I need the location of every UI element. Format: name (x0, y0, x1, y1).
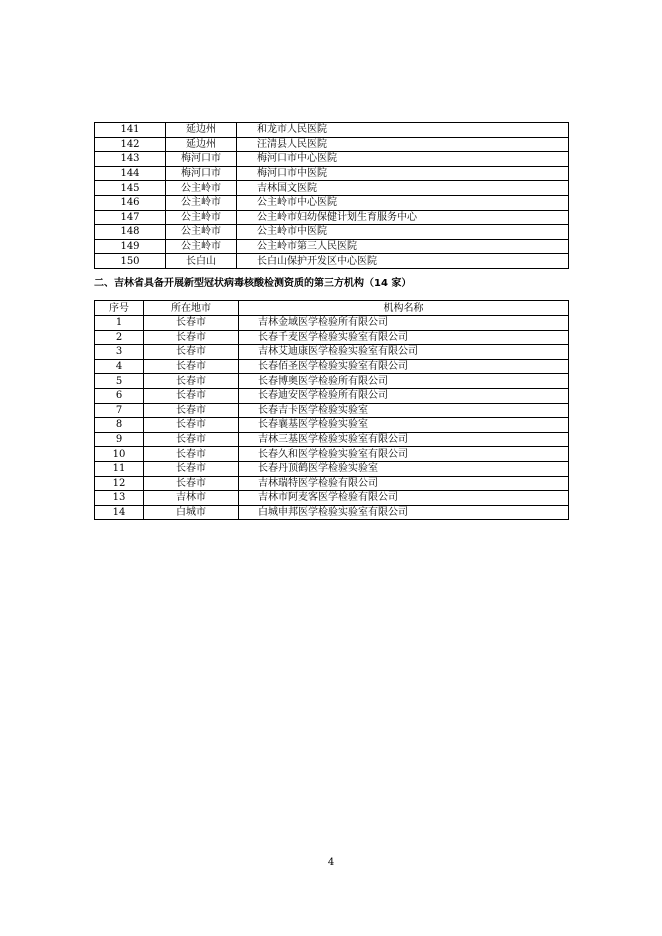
table-row (95, 505, 569, 520)
row-institution-name: 汪清县人民医院 (237, 137, 569, 152)
row-institution-name: 梅河口市中医院 (237, 166, 569, 181)
row-institution-name: 长春久和医学检验实验室有限公司 (239, 447, 569, 462)
table-row (95, 195, 569, 210)
row-number: 147 (95, 210, 166, 225)
table-row (95, 418, 569, 433)
table-row (95, 447, 569, 462)
row-institution-name: 白城申邦医学检验实验室有限公司 (239, 505, 569, 520)
row-city: 长春市 (144, 345, 239, 360)
table-row (95, 181, 569, 196)
row-institution-name: 梅河口市中心医院 (237, 152, 569, 167)
column-header-institution: 机构名称 (239, 301, 569, 316)
row-number: 150 (95, 254, 166, 269)
row-city: 长春市 (144, 432, 239, 447)
row-number: 5 (95, 374, 144, 389)
third-party-lab-table (94, 300, 569, 520)
table-row (95, 491, 569, 506)
row-institution-name: 吉林国文医院 (237, 181, 569, 196)
row-institution-name: 公主岭市妇幼保健计划生育服务中心 (237, 210, 569, 225)
row-city: 长白山 (166, 254, 237, 269)
row-institution-name: 长白山保护开发区中心医院 (237, 254, 569, 269)
row-number: 10 (95, 447, 144, 462)
row-number: 6 (95, 388, 144, 403)
row-city: 长春市 (144, 447, 239, 462)
row-institution-name: 公主岭市中心医院 (237, 195, 569, 210)
row-number: 141 (95, 123, 166, 138)
row-institution-name: 长春丹顶鹤医学检验实验室 (239, 461, 569, 476)
row-city: 长春市 (144, 403, 239, 418)
row-number: 3 (95, 345, 144, 360)
row-number: 13 (95, 491, 144, 506)
row-city: 延边州 (166, 123, 237, 138)
row-number: 148 (95, 225, 166, 240)
row-city: 长春市 (144, 388, 239, 403)
table-row (95, 137, 569, 152)
row-institution-name: 吉林金域医学检验所有限公司 (239, 316, 569, 331)
row-city: 长春市 (144, 359, 239, 374)
row-city: 梅河口市 (166, 152, 237, 167)
table-row (95, 345, 569, 360)
row-city: 公主岭市 (166, 195, 237, 210)
row-number: 145 (95, 181, 166, 196)
column-header-city: 所在地市 (144, 301, 239, 316)
hospital-table-continued (94, 122, 569, 269)
row-city: 长春市 (144, 461, 239, 476)
row-city: 长春市 (144, 418, 239, 433)
row-institution-name: 长春襄基医学检验实验室 (239, 418, 569, 433)
row-number: 7 (95, 403, 144, 418)
row-institution-name: 吉林艾迪康医学检验实验室有限公司 (239, 345, 569, 360)
page-number: 4 (327, 857, 335, 868)
row-number: 11 (95, 461, 144, 476)
row-number: 149 (95, 239, 166, 254)
row-city: 白城市 (144, 505, 239, 520)
table-header-row (95, 301, 569, 316)
row-number: 9 (95, 432, 144, 447)
table-row (95, 210, 569, 225)
row-city: 长春市 (144, 374, 239, 389)
row-city: 长春市 (144, 476, 239, 491)
row-city: 吉林市 (144, 491, 239, 506)
row-city: 梅河口市 (166, 166, 237, 181)
row-institution-name: 长春千麦医学检验实验室有限公司 (239, 330, 569, 345)
row-number: 2 (95, 330, 144, 345)
table-row (95, 123, 569, 138)
row-institution-name: 长春迪安医学检验所有限公司 (239, 388, 569, 403)
row-city: 公主岭市 (166, 239, 237, 254)
row-institution-name: 公主岭市中医院 (237, 225, 569, 240)
table-row (95, 330, 569, 345)
row-number: 1 (95, 316, 144, 331)
row-institution-name: 吉林市阿麦客医学检验有限公司 (239, 491, 569, 506)
row-city: 公主岭市 (166, 210, 237, 225)
table-row (95, 152, 569, 167)
row-city: 长春市 (144, 316, 239, 331)
row-city: 长春市 (144, 330, 239, 345)
table-row (95, 254, 569, 269)
row-number: 8 (95, 418, 144, 433)
row-city: 公主岭市 (166, 181, 237, 196)
row-institution-name: 公主岭市第三人民医院 (237, 239, 569, 254)
table-row (95, 403, 569, 418)
table-row (95, 239, 569, 254)
column-header-number: 序号 (95, 301, 144, 316)
table-row (95, 359, 569, 374)
row-number: 143 (95, 152, 166, 167)
row-number: 12 (95, 476, 144, 491)
table-row (95, 388, 569, 403)
row-city: 公主岭市 (166, 225, 237, 240)
row-number: 142 (95, 137, 166, 152)
row-number: 144 (95, 166, 166, 181)
row-institution-name: 长春博奥医学检验所有限公司 (239, 374, 569, 389)
row-city: 延边州 (166, 137, 237, 152)
table-row (95, 374, 569, 389)
table-row (95, 166, 569, 181)
section-heading: 二、吉林省具备开展新型冠状病毒核酸检测资质的第三方机构（14 家） (94, 278, 412, 289)
table-row (95, 461, 569, 476)
row-institution-name: 长春佰圣医学检验实验室有限公司 (239, 359, 569, 374)
row-institution-name: 和龙市人民医院 (237, 123, 569, 138)
row-number: 146 (95, 195, 166, 210)
row-number: 14 (95, 505, 144, 520)
table-row (95, 432, 569, 447)
row-institution-name: 吉林三基医学检验实验室有限公司 (239, 432, 569, 447)
table-row (95, 225, 569, 240)
table-row (95, 316, 569, 331)
row-institution-name: 长春吉卡医学检验实验室 (239, 403, 569, 418)
row-institution-name: 吉林瑞特医学检验有限公司 (239, 476, 569, 491)
table-row (95, 476, 569, 491)
row-number: 4 (95, 359, 144, 374)
